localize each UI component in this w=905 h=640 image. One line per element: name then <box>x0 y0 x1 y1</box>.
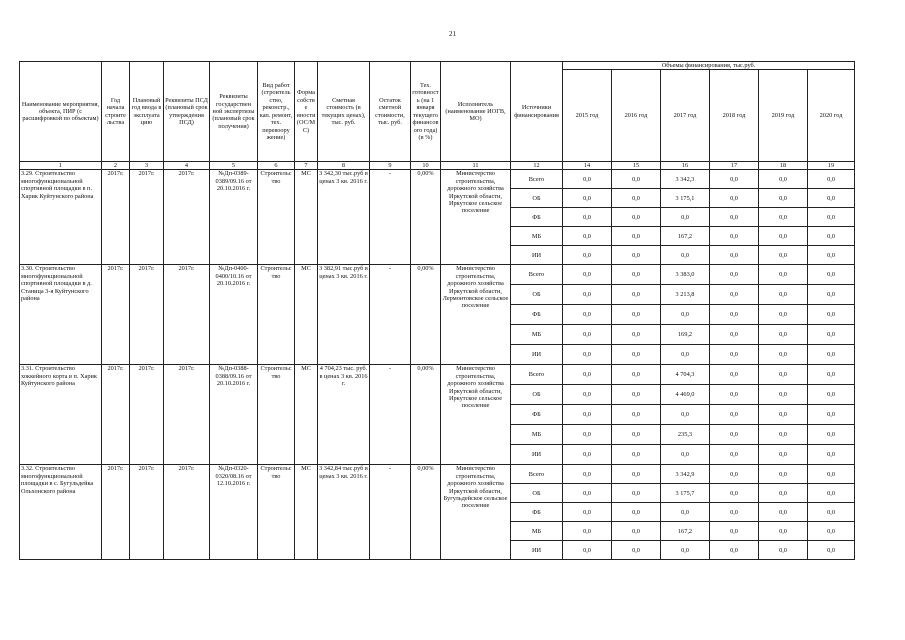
funding-source: Всего <box>511 170 563 189</box>
funding-value: 0,0 <box>563 265 612 285</box>
funding-value: 0,0 <box>612 465 661 484</box>
funding-value: 0,0 <box>612 365 661 385</box>
funding-value: 0,0 <box>563 522 612 541</box>
column-number: 8 <box>318 162 370 170</box>
funding-value: 0,0 <box>808 227 855 246</box>
funding-value: 0,0 <box>563 365 612 385</box>
object-name: 3.30. Строительство многофункциональной спортивной площадки в д. Станица 3-я Куйтунского района <box>20 265 102 365</box>
header-year: 2018 год <box>710 70 759 162</box>
funding-value: 0,0 <box>563 305 612 325</box>
remaining-cost: - <box>370 170 411 265</box>
funding-value: 0,0 <box>612 208 661 227</box>
funding-value: 0,0 <box>612 385 661 405</box>
funding-value: 0,0 <box>612 246 661 265</box>
header-estimated-cost: Сметная стоимость (в текущих ценах), тыс. руб. <box>318 62 370 162</box>
funding-value: 0,0 <box>759 265 808 285</box>
funding-source: ФБ <box>511 503 563 522</box>
funding-value: 0,0 <box>808 425 855 445</box>
funding-value: 0,0 <box>808 285 855 305</box>
funding-value: 0,0 <box>759 541 808 560</box>
table-row <box>20 365 855 385</box>
funding-value: 0,0 <box>563 541 612 560</box>
funding-source: МБ <box>511 227 563 246</box>
funding-value: 4 704,3 <box>661 365 710 385</box>
funding-value: 0,0 <box>612 189 661 208</box>
column-numbers-row <box>20 162 855 170</box>
column-number: 12 <box>511 162 563 170</box>
funding-source: ФБ <box>511 208 563 227</box>
funding-source: МБ <box>511 325 563 345</box>
funding-source: ФБ <box>511 405 563 425</box>
funding-source: ИИ <box>511 445 563 465</box>
header-psd: Реквизиты ПСД (плановый срок утверждения ПСД) <box>164 62 210 162</box>
executor: Министерство строительства, дорожного хозяйства Иркутской области, Иркутское сельское поселение <box>441 365 511 465</box>
funding-value: 0,0 <box>808 405 855 425</box>
funding-value: 0,0 <box>563 345 612 365</box>
column-number: 7 <box>295 162 318 170</box>
funding-value: 0,0 <box>710 265 759 285</box>
funding-source: ОБ <box>511 285 563 305</box>
funding-value: 0,0 <box>808 325 855 345</box>
funding-value: 235,3 <box>661 425 710 445</box>
funding-value: 0,0 <box>759 445 808 465</box>
ownership: МС <box>295 170 318 265</box>
psd-date: 2017г. <box>164 265 210 365</box>
estimated-cost: 3 342,84 тыс.руб в ценах 3 кв. 2016 г. <box>318 465 370 560</box>
funding-value: 0,0 <box>661 345 710 365</box>
funding-value: 0,0 <box>661 305 710 325</box>
funding-value: 0,0 <box>661 208 710 227</box>
funding-value: 0,0 <box>808 522 855 541</box>
page-number: 21 <box>449 30 456 38</box>
funding-value: 0,0 <box>710 425 759 445</box>
commission-year: 2017г. <box>130 465 164 560</box>
funding-value: 0,0 <box>759 227 808 246</box>
column-number: 15 <box>612 162 661 170</box>
funding-value: 0,0 <box>808 246 855 265</box>
funding-value: 0,0 <box>759 405 808 425</box>
funding-value: 0,0 <box>808 170 855 189</box>
header-financing-group: Объемы финансирования, тыс.руб. <box>563 62 855 70</box>
funding-source: ОБ <box>511 484 563 503</box>
object-name: 3.31. Строительство хоккейного корта в п. Харик Куйтунского района <box>20 365 102 465</box>
funding-value: 0,0 <box>710 541 759 560</box>
funding-value: 0,0 <box>563 503 612 522</box>
work-type: Строительс тво <box>258 365 295 465</box>
funding-source: МБ <box>511 522 563 541</box>
column-number: 5 <box>210 162 258 170</box>
funding-value: 0,0 <box>612 170 661 189</box>
start-year: 2017г. <box>102 170 130 265</box>
funding-value: 0,0 <box>612 227 661 246</box>
estimated-cost: 4 704,23 тыс. руб. в ценах 3 кв. 2016 г. <box>318 365 370 465</box>
funding-value: 0,0 <box>612 445 661 465</box>
column-number: 6 <box>258 162 295 170</box>
funding-value: 0,0 <box>661 445 710 465</box>
column-number: 1 <box>20 162 102 170</box>
funding-value: 0,0 <box>612 503 661 522</box>
funding-value: 0,0 <box>563 465 612 484</box>
funding-value: 0,0 <box>759 189 808 208</box>
funding-value: 0,0 <box>563 484 612 503</box>
funding-value: 0,0 <box>563 170 612 189</box>
funding-value: 0,0 <box>759 522 808 541</box>
funding-value: 167,2 <box>661 227 710 246</box>
ownership: МС <box>295 365 318 465</box>
funding-value: 0,0 <box>661 246 710 265</box>
funding-source: ОБ <box>511 385 563 405</box>
funding-value: 3 342,3 <box>661 170 710 189</box>
funding-value: 0,0 <box>808 385 855 405</box>
funding-value: 0,0 <box>710 484 759 503</box>
funding-value: 0,0 <box>710 503 759 522</box>
funding-value: 0,0 <box>563 385 612 405</box>
funding-value: 3 175,7 <box>661 484 710 503</box>
funding-value: 167,2 <box>661 522 710 541</box>
funding-value: 0,0 <box>612 345 661 365</box>
header-commission-year: Плановый год ввода в эксплуата цию <box>130 62 164 162</box>
funding-value: 0,0 <box>808 484 855 503</box>
start-year: 2017г. <box>102 265 130 365</box>
funding-value: 0,0 <box>710 227 759 246</box>
funding-value: 0,0 <box>563 425 612 445</box>
funding-value: 0,0 <box>563 246 612 265</box>
table-row <box>20 170 855 189</box>
funding-value: 0,0 <box>759 208 808 227</box>
funding-value: 0,0 <box>710 246 759 265</box>
header-year: 2016 год <box>612 70 661 162</box>
column-number: 14 <box>563 162 612 170</box>
expertise-details: №Дп-0388-0388/09.16 от 20.10.2016 г. <box>210 365 258 465</box>
column-number: 16 <box>661 162 710 170</box>
column-number: 4 <box>164 162 210 170</box>
funding-value: 0,0 <box>808 208 855 227</box>
funding-value: 0,0 <box>808 541 855 560</box>
expertise-details: №Дп-0389-0389/09.16 от 20.10.2016 г. <box>210 170 258 265</box>
funding-value: 0,0 <box>759 305 808 325</box>
readiness: 0,00% <box>411 170 441 265</box>
funding-value: 0,0 <box>710 305 759 325</box>
funding-value: 0,0 <box>612 265 661 285</box>
work-type: Строительс тво <box>258 265 295 365</box>
header-readiness: Тех. готовност ь (на 1 января текущего финансов ого года) (в %) <box>411 62 441 162</box>
start-year: 2017г. <box>102 465 130 560</box>
funding-value: 0,0 <box>612 425 661 445</box>
work-type: Строительс тво <box>258 465 295 560</box>
funding-value: 0,0 <box>759 503 808 522</box>
header-year: 2019 год <box>759 70 808 162</box>
ownership: МС <box>295 465 318 560</box>
funding-source: ИИ <box>511 541 563 560</box>
funding-value: 0,0 <box>759 325 808 345</box>
funding-value: 0,0 <box>759 385 808 405</box>
funding-value: 0,0 <box>759 285 808 305</box>
column-number: 9 <box>370 162 411 170</box>
funding-value: 0,0 <box>759 246 808 265</box>
table-row <box>20 465 855 484</box>
funding-value: 0,0 <box>563 325 612 345</box>
funding-value: 0,0 <box>563 189 612 208</box>
readiness: 0,00% <box>411 465 441 560</box>
funding-value: 0,0 <box>710 285 759 305</box>
readiness: 0,00% <box>411 265 441 365</box>
funding-value: 0,0 <box>710 365 759 385</box>
funding-value: 0,0 <box>563 445 612 465</box>
header-remaining-cost: Остаток сметной стоимости, тыс. руб. <box>370 62 411 162</box>
funding-value: 0,0 <box>710 385 759 405</box>
funding-value: 0,0 <box>710 405 759 425</box>
estimated-cost: 3 342,30 тыс.руб в ценах 3 кв. 2016 г. <box>318 170 370 265</box>
commission-year: 2017г. <box>130 265 164 365</box>
header-row-top <box>20 62 855 70</box>
funding-value: 0,0 <box>759 425 808 445</box>
ownership: МС <box>295 265 318 365</box>
funding-value: 0,0 <box>759 484 808 503</box>
funding-value: 0,0 <box>661 541 710 560</box>
start-year: 2017г. <box>102 365 130 465</box>
funding-value: 0,0 <box>612 325 661 345</box>
funding-value: 0,0 <box>710 189 759 208</box>
funding-value: 3 175,1 <box>661 189 710 208</box>
column-number: 11 <box>441 162 511 170</box>
funding-value: 0,0 <box>808 465 855 484</box>
funding-value: 0,0 <box>612 522 661 541</box>
funding-source: ИИ <box>511 345 563 365</box>
commission-year: 2017г. <box>130 365 164 465</box>
funding-source: Всего <box>511 265 563 285</box>
column-number: 10 <box>411 162 441 170</box>
funding-value: 0,0 <box>808 189 855 208</box>
funding-value: 0,0 <box>710 522 759 541</box>
funding-source: МБ <box>511 425 563 445</box>
executor: Министерство строительства, дорожного хозяйства Иркутской области, Бугульдейское сельское поселение <box>441 465 511 560</box>
remaining-cost: - <box>370 365 411 465</box>
funding-value: 0,0 <box>759 170 808 189</box>
funding-value: 0,0 <box>759 465 808 484</box>
header-year: 2020 год <box>808 70 855 162</box>
executor: Министерство строительства, дорожного хозяйства Иркутской области, Лермонтовское сельское поселение <box>441 265 511 365</box>
funding-value: 0,0 <box>563 227 612 246</box>
funding-source: Всего <box>511 365 563 385</box>
expertise-details: №Дп-0320-0320/08.16 от 12.10.2016 г. <box>210 465 258 560</box>
funding-value: 3 213,8 <box>661 285 710 305</box>
funding-value: 169,2 <box>661 325 710 345</box>
funding-value: 0,0 <box>759 345 808 365</box>
object-name: 3.29. Строительство многофункциональной спортивной площадки в п. Харик Куйтунского района <box>20 170 102 265</box>
header-expertise: Реквизиты государствен ной экспертизы (плановый срок получения) <box>210 62 258 162</box>
readiness: 0,00% <box>411 365 441 465</box>
funding-value: 0,0 <box>710 170 759 189</box>
column-number: 19 <box>808 162 855 170</box>
column-number: 18 <box>759 162 808 170</box>
funding-value: 0,0 <box>808 345 855 365</box>
column-number: 2 <box>102 162 130 170</box>
funding-value: 0,0 <box>612 285 661 305</box>
funding-value: 0,0 <box>612 405 661 425</box>
header-ownership: Форма собстве нности (ОС/М С) <box>295 62 318 162</box>
work-type: Строительс тво <box>258 170 295 265</box>
funding-value: 0,0 <box>661 503 710 522</box>
header-executor: Исполнитель (наименование ИОГВ, МО) <box>441 62 511 162</box>
financing-table <box>19 61 855 560</box>
executor: Министерство строительства, дорожного хозяйства Иркутской области, Иркутское сельское поселение <box>441 170 511 265</box>
funding-value: 0,0 <box>808 365 855 385</box>
funding-value: 0,0 <box>808 445 855 465</box>
funding-value: 0,0 <box>563 285 612 305</box>
funding-source: ИИ <box>511 246 563 265</box>
header-sources: Источники финансирования <box>511 62 563 162</box>
funding-value: 0,0 <box>563 208 612 227</box>
funding-value: 3 342,9 <box>661 465 710 484</box>
table-body <box>20 170 855 560</box>
funding-value: 0,0 <box>710 208 759 227</box>
funding-value: 0,0 <box>612 305 661 325</box>
funding-value: 0,0 <box>710 445 759 465</box>
column-number: 3 <box>130 162 164 170</box>
column-number: 17 <box>710 162 759 170</box>
header-name: Наименование мероприятия, объекта, ПИР (с расшифровкой по объектам) <box>20 62 102 162</box>
commission-year: 2017г. <box>130 170 164 265</box>
funding-value: 0,0 <box>808 305 855 325</box>
psd-date: 2017г. <box>164 170 210 265</box>
funding-value: 0,0 <box>563 405 612 425</box>
funding-source: ФБ <box>511 305 563 325</box>
remaining-cost: - <box>370 465 411 560</box>
funding-value: 0,0 <box>759 365 808 385</box>
psd-date: 2017г. <box>164 465 210 560</box>
table-row <box>20 265 855 285</box>
funding-value: 0,0 <box>612 541 661 560</box>
funding-value: 0,0 <box>710 345 759 365</box>
funding-source: ОБ <box>511 189 563 208</box>
header-year: 2017 год <box>661 70 710 162</box>
header-year: 2015 год <box>563 70 612 162</box>
header-work-type: Вид работ (строитель ство, реконстр., кап. ремонт, тех. перевоору жение) <box>258 62 295 162</box>
funding-value: 4 469,0 <box>661 385 710 405</box>
funding-value: 0,0 <box>808 265 855 285</box>
object-name: 3.32. Строительство многофункциональной площадки в с. Бугульдейка Ольхонского района <box>20 465 102 560</box>
funding-value: 0,0 <box>612 484 661 503</box>
expertise-details: №Дп-0400-0400/10.16 от 20.10.2016 г. <box>210 265 258 365</box>
funding-value: 3 383,0 <box>661 265 710 285</box>
funding-source: Всего <box>511 465 563 484</box>
header-start-year: Год начала строите льства <box>102 62 130 162</box>
remaining-cost: - <box>370 265 411 365</box>
psd-date: 2017г. <box>164 365 210 465</box>
funding-value: 0,0 <box>710 325 759 345</box>
funding-value: 0,0 <box>661 405 710 425</box>
estimated-cost: 3 382,91 тыс.руб в ценах 3 кв. 2016 г. <box>318 265 370 365</box>
funding-value: 0,0 <box>710 465 759 484</box>
funding-value: 0,0 <box>808 503 855 522</box>
